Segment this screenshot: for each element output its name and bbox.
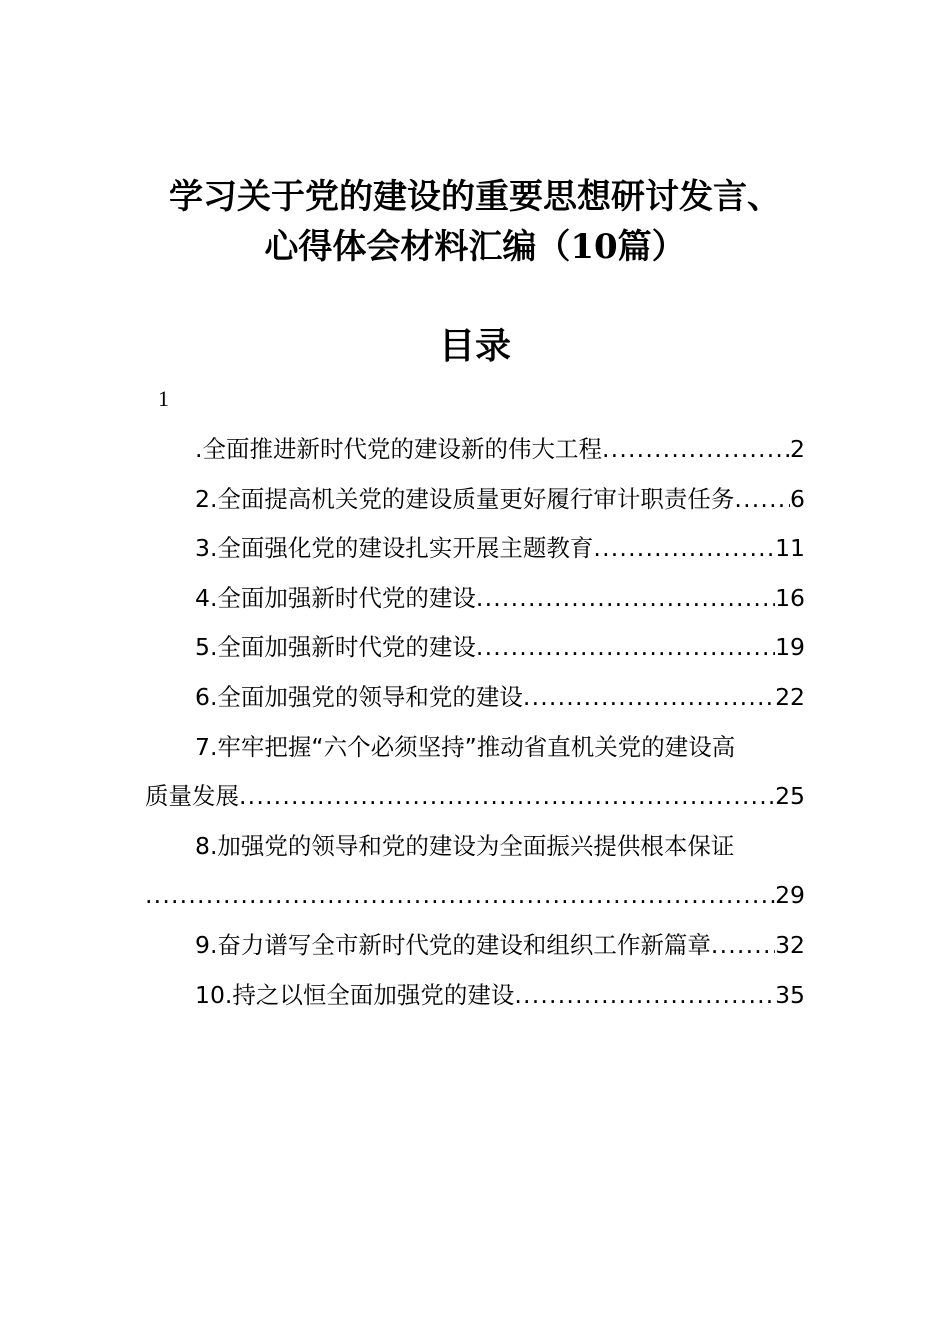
toc-entry-line <box>145 623 805 673</box>
toc-entry-title: 质量发展 <box>145 782 239 811</box>
toc-entry-page-number: 32 <box>775 930 805 959</box>
toc-entry-line <box>145 475 805 525</box>
toc-heading: 目录 <box>438 325 511 367</box>
toc-entry-page-number: 25 <box>775 782 805 811</box>
toc-entry-line <box>145 921 805 971</box>
toc-entry-page-number: 2 <box>790 435 805 463</box>
toc-entry-page-number: 29 <box>775 881 805 910</box>
toc-entry-page-number: 16 <box>775 583 805 612</box>
toc-entry[interactable] <box>145 673 805 723</box>
table-of-contents <box>145 425 805 1020</box>
toc-leader-dots <box>734 475 790 525</box>
toc-entry-title: 5.全面加强新时代党的建设 <box>195 633 476 662</box>
document-title-line-1: 学习关于党的建设的重要思想研讨发言、 <box>169 177 781 217</box>
toc-entry-title: .全面推进新时代党的建设新的伟大工程 <box>195 435 602 463</box>
toc-entry[interactable] <box>145 425 805 475</box>
toc-entry-title: 7.牢牢把握“六个必须坚持”推动省直机关党的建设高 <box>195 732 736 761</box>
toc-leader-dots <box>239 772 775 822</box>
toc-leader-dots <box>523 673 775 723</box>
toc-entry-line <box>145 772 805 822</box>
toc-leader-dots <box>476 623 775 673</box>
toc-entry-line <box>145 574 805 624</box>
toc-leader-dots <box>593 524 775 574</box>
stray-mark: 1 <box>158 386 169 411</box>
toc-entry[interactable] <box>145 475 805 525</box>
toc-entry-title: 10.持之以恒全面加强党的建设 <box>195 980 515 1009</box>
toc-entry[interactable] <box>145 623 805 673</box>
toc-leader-dots <box>602 425 790 475</box>
toc-entry[interactable] <box>145 921 805 971</box>
toc-entry-line <box>145 871 805 921</box>
toc-entry-title: 4.全面加强新时代党的建设 <box>195 583 476 612</box>
toc-entry-line <box>145 425 805 475</box>
toc-entry[interactable] <box>145 524 805 574</box>
toc-entry-line <box>145 822 805 872</box>
toc-entry-title: 9.奋力谱写全市新时代党的建设和组织工作新篇章 <box>195 930 711 959</box>
toc-entry[interactable] <box>145 723 805 822</box>
toc-entry[interactable] <box>145 971 805 1021</box>
toc-entry-page-number: 22 <box>775 682 805 711</box>
toc-entry[interactable] <box>145 822 805 921</box>
toc-entry-line <box>145 673 805 723</box>
toc-entry-title: 3.全面强化党的建设扎实开展主题教育 <box>195 534 594 563</box>
toc-entry-page-number: 6 <box>790 484 805 513</box>
toc-leader-dots <box>711 921 775 971</box>
toc-entry-title: 2.全面提高机关党的建设质量更好履行审计职责任务 <box>195 484 735 513</box>
document-title-line-2: 心得体会材料汇编（10篇） <box>264 227 686 267</box>
toc-leader-dots <box>514 971 775 1021</box>
toc-entry-title: 8.加强党的领导和党的建设为全面振兴提供根本保证 <box>195 831 735 860</box>
toc-entry-page-number: 35 <box>775 980 805 1009</box>
toc-entry[interactable] <box>145 574 805 624</box>
toc-leader-dots <box>476 574 775 624</box>
toc-leader-dots <box>145 871 775 921</box>
toc-entry-line <box>145 971 805 1021</box>
toc-entry-page-number: 19 <box>775 633 805 662</box>
document-title <box>120 172 830 272</box>
toc-entry-line <box>145 524 805 574</box>
toc-entry-line <box>145 723 805 773</box>
toc-entry-title: 6.全面加强党的领导和党的建设 <box>195 682 523 711</box>
toc-entry-page-number: 11 <box>775 534 805 563</box>
